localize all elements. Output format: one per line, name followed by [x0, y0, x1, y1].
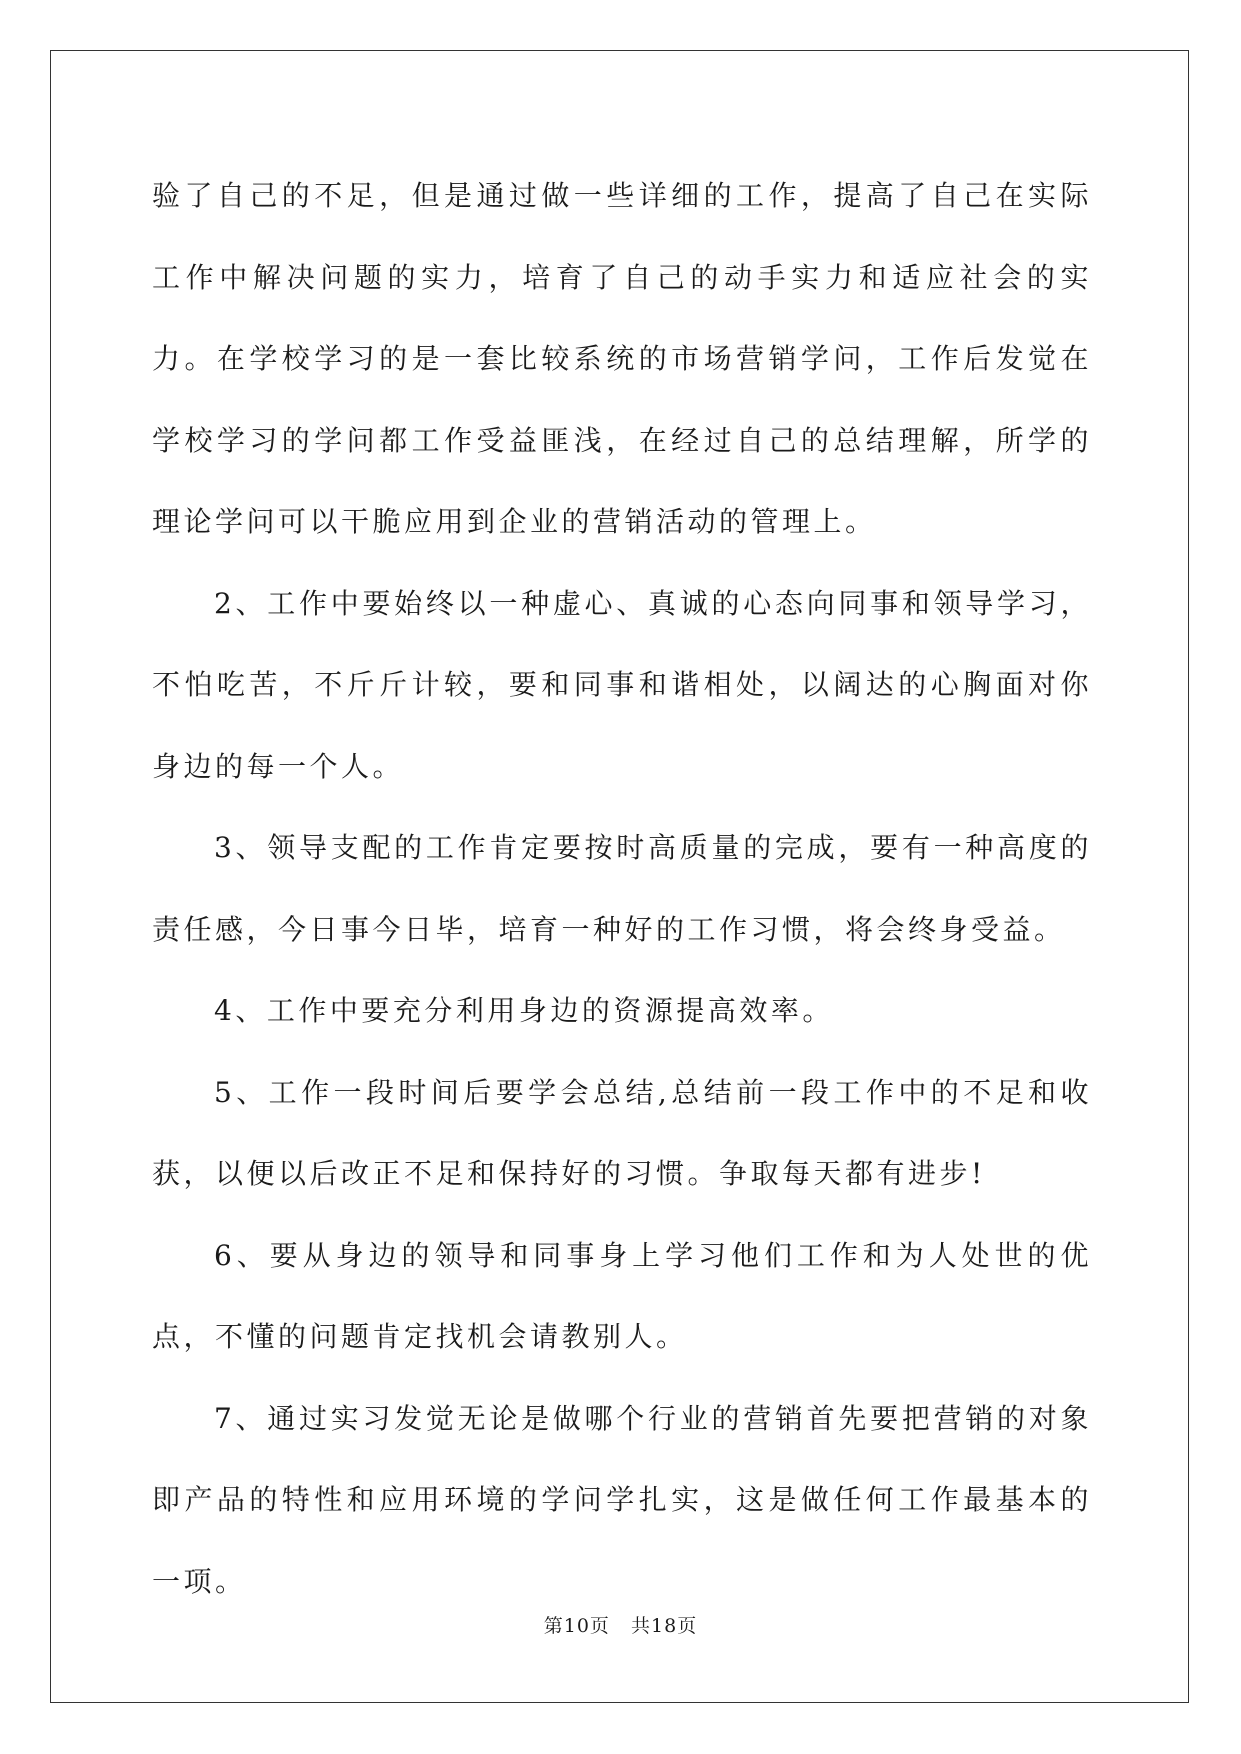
paragraph-item-4: 4、工作中要充分利用身边的资源提高效率。 — [214, 994, 834, 1027]
page-number-footer: 第10页 共18页 — [543, 1615, 698, 1637]
paragraph-item-5: 5、工作一段时间后要学会总结,总结前一段工作中的不足和收获，以便以后改正不足和保持好的习惯。争取每天都有进步! — [152, 1075, 1092, 1190]
paragraph-continuation: 验了自己的不足，但是通过做一些详细的工作，提高了自己在实际工作中解决问题的实力，培育了自己的动手实力和适应社会的实力。在学校学习的是一套比较系统的市场营销学问，工作后发觉在学校学习的学问都工作受益匪浅，在经过自己的总结理解，所学的理论学问可以干脆应用到企业的营销活动的管理上。 — [152, 179, 1092, 538]
paragraph-item-6: 6、要从身边的领导和同事身上学习他们工作和为人处世的优点，不懂的问题肯定找机会请教别人。 — [152, 1238, 1092, 1353]
document-body — [152, 155, 1092, 1622]
paragraph-item-3: 3、领导支配的工作肯定要按时高质量的完成，要有一种高度的责任感，今日事今日毕，培育一种好的工作习惯，将会终身受益。 — [152, 831, 1092, 946]
paragraph-item-2: 2、工作中要始终以一种虚心、真诚的心态向同事和领导学习，不怕吃苦，不斤斤计较，要和同事和谐相处，以阔达的心胸面对你身边的每一个人。 — [152, 586, 1092, 783]
paragraph-item-7: 7、通过实习发觉无论是做哪个行业的营销首先要把营销的对象即产品的特性和应用环境的学问学扎实，这是做任何工作最基本的一项。 — [152, 1401, 1092, 1598]
